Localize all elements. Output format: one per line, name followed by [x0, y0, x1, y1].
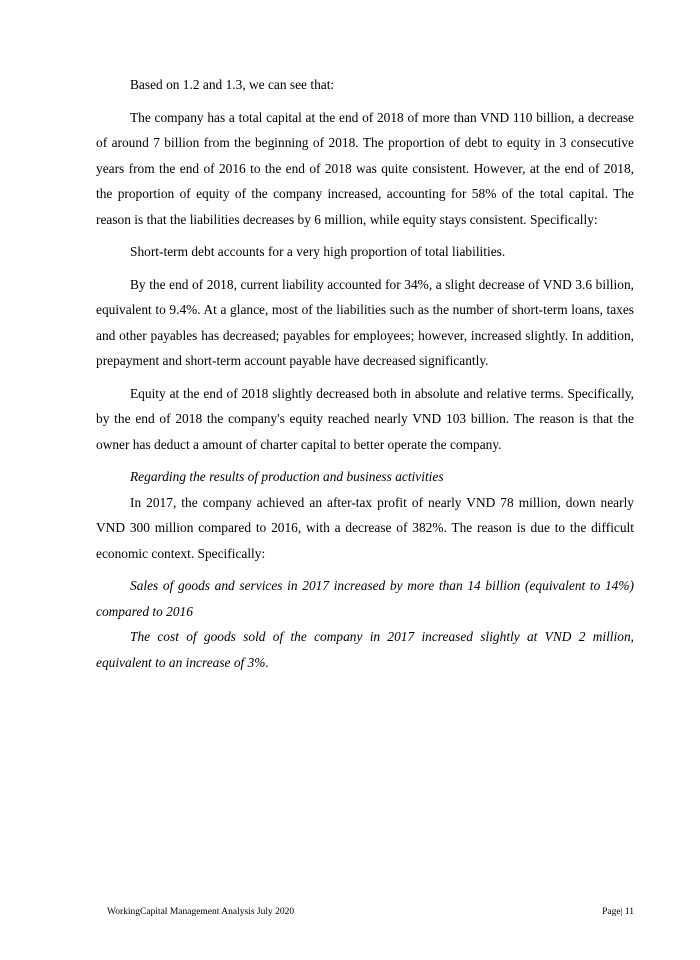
intro-paragraph: Based on 1.2 and 1.3, we can see that:: [130, 77, 335, 92]
cost-of-goods-paragraph: The cost of goods sold of the company in 2017 increased slightly at VND 2 million, equivalent to an increase of 3%.: [96, 629, 634, 670]
section-heading-results: Regarding the results of production and business activities: [130, 469, 444, 484]
capital-paragraph: The company has a total capital at the end of 2018 of more than VND 110 billion, a decrease of around 7 billion from the beginning of 2018. The proportion of debt to equity in 3 consecutive years from the end of 2016 to the end of 2018 was quite consistent. However, at the end of 2018, the proportion of equity of the company increased, accounting for 58% of the total capital. The reason is that the liabilities decreases by 6 million, while equity stays consistent. Specifically:: [96, 109, 634, 227]
page-footer: [107, 907, 634, 917]
equity-paragraph: Equity at the end of 2018 slightly decreased both in absolute and relative terms. Specifically, by the end of 2018 the company's equity reached nearly VND 103 billion. The reason is that the owner has deduct a amount of charter capital to better operate the company.: [96, 385, 634, 452]
footer-document-title: WorkingCapital Management Analysis July 2020: [107, 907, 295, 917]
body-text: [96, 72, 634, 682]
profit-paragraph: In 2017, the company achieved an after-tax profit of nearly VND 78 million, down nearly VND 300 million compared to 2016, with a decrease of 382%. The reason is due to the difficult economic context. Specifically:: [96, 494, 634, 561]
footer-page-number: Page| 11: [602, 907, 634, 917]
sales-paragraph: Sales of goods and services in 2017 increased by more than 14 billion (equivalent to 14%) compared to 2016: [96, 578, 634, 619]
current-liability-paragraph: By the end of 2018, current liability accounted for 34%, a slight decrease of VND 3.6 billion, equivalent to 9.4%. At a glance, most of the liabilities such as the number of short-term loans, taxes and other payables has decreased; payables for employees; however, increased slightly. In addition, prepayment and short-term account payable have decreased significantly.: [96, 276, 634, 368]
short-term-debt-paragraph: Short-term debt accounts for a very high proportion of total liabilities.: [130, 244, 506, 259]
